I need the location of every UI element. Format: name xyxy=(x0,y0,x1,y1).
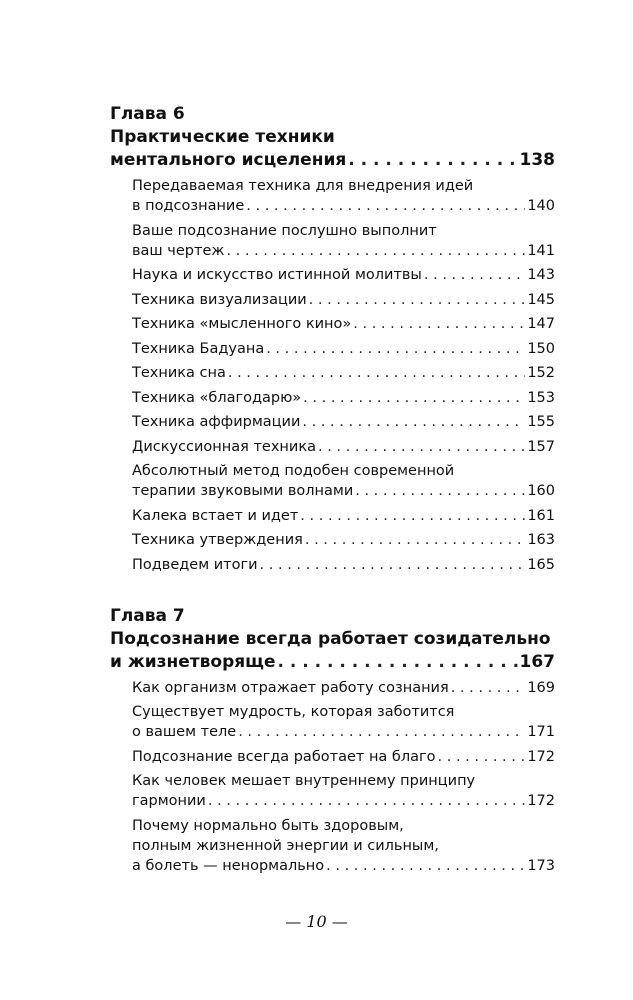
dot-leader xyxy=(348,149,517,172)
page-ref: 147 xyxy=(527,316,555,332)
page-ref: 138 xyxy=(519,150,555,170)
entry-line xyxy=(132,481,555,501)
page-ref: 153 xyxy=(527,389,555,406)
entry-line xyxy=(132,363,555,383)
chapter-section xyxy=(110,103,555,575)
toc-entry[interactable] xyxy=(132,747,555,767)
entry-line xyxy=(132,506,555,526)
dot-leader xyxy=(353,314,525,334)
dot-leader xyxy=(246,196,525,216)
dot-leader xyxy=(326,856,525,876)
entry-text: ваш чертеж xyxy=(132,242,225,259)
chapter-title-line xyxy=(110,126,555,149)
toc-entry[interactable] xyxy=(132,555,555,575)
dot-leader xyxy=(278,651,518,674)
entry-line xyxy=(132,412,555,432)
page-ref: 169 xyxy=(527,679,555,696)
entry-line xyxy=(132,388,555,408)
entry-text: Подсознание всегда работает на благо xyxy=(132,748,436,765)
toc-entry[interactable] xyxy=(132,363,555,383)
toc-entry[interactable] xyxy=(132,437,555,457)
toc-entry[interactable] xyxy=(132,771,555,811)
entry-text: Техника визуализации xyxy=(132,291,307,308)
toc-entry[interactable] xyxy=(132,506,555,526)
dot-leader xyxy=(260,555,526,575)
entry-text: Абсолютный метод подобен современной xyxy=(132,463,455,479)
entry-line xyxy=(132,771,555,791)
toc-entry[interactable] xyxy=(132,702,555,742)
entry-text: Ваше подсознание послушно выполнит xyxy=(132,222,437,239)
dot-leader xyxy=(438,747,526,767)
entry-line xyxy=(132,437,555,457)
entry-line xyxy=(132,241,555,261)
entry-text: а болеть — ненормально xyxy=(132,857,325,874)
entry-text: Подведем итоги xyxy=(132,556,258,573)
page-ref: 145 xyxy=(527,291,555,308)
toc-entry[interactable] xyxy=(132,461,555,501)
dot-leader xyxy=(355,481,525,501)
entry-text: Техника сна xyxy=(132,365,226,381)
entry-text: Техника Бадуана xyxy=(132,340,265,357)
chapter-heading[interactable] xyxy=(110,103,555,172)
toc-entry[interactable] xyxy=(132,412,555,432)
dot-leader xyxy=(300,506,525,526)
entry-text: Дискуссионная техника xyxy=(132,438,316,455)
entry-text: Почему нормально быть здоровым, xyxy=(132,817,404,834)
entry-line xyxy=(132,678,555,698)
page-ref: 171 xyxy=(527,724,555,740)
entry-line xyxy=(132,290,555,310)
entry-text: Передаваемая техника для внедрения идей xyxy=(132,178,474,194)
entry-line xyxy=(132,836,555,856)
entry-line xyxy=(132,722,555,742)
dot-leader xyxy=(228,363,525,383)
chapter-title-text: Практические техники xyxy=(110,127,335,147)
page-ref: 161 xyxy=(527,507,555,524)
entry-text: Как человек мешает внутреннему принципу xyxy=(132,773,476,789)
chapter-section xyxy=(110,605,555,876)
dot-leader xyxy=(226,241,525,261)
dot-leader xyxy=(238,722,525,742)
page-ref: 172 xyxy=(527,793,555,809)
entry-list xyxy=(132,678,555,876)
page-ref: 140 xyxy=(527,198,555,214)
toc-entry[interactable] xyxy=(132,265,555,285)
table-of-contents xyxy=(110,103,555,880)
toc-entry[interactable] xyxy=(132,816,555,876)
entry-line xyxy=(132,816,555,836)
dot-leader xyxy=(424,265,525,285)
entry-line xyxy=(132,791,555,811)
dot-leader xyxy=(266,339,525,359)
toc-entry[interactable] xyxy=(132,176,555,216)
toc-entry[interactable] xyxy=(132,290,555,310)
toc-entry[interactable] xyxy=(132,339,555,359)
dot-leader xyxy=(302,412,525,432)
entry-line xyxy=(132,176,555,196)
chapter-title-line xyxy=(110,149,555,172)
entry-text: о вашем теле xyxy=(132,724,237,740)
entry-line xyxy=(132,265,555,285)
chapter-label: Глава 7 xyxy=(110,605,185,626)
chapter-title-line xyxy=(110,628,555,651)
entry-text: Техника аффирмации xyxy=(132,414,301,430)
entry-line xyxy=(132,461,555,481)
entry-text: Как организм отражает работу сознания xyxy=(132,679,449,696)
page-ref: 141 xyxy=(527,242,555,259)
chapter-title-text: Подсознание всегда работает созидательно xyxy=(110,628,551,649)
page-ref: 143 xyxy=(527,267,555,283)
entry-text: в подсознание xyxy=(132,198,245,214)
entry-line xyxy=(132,747,555,767)
dot-leader xyxy=(318,437,525,457)
page-ref: 172 xyxy=(527,748,555,765)
chapter-label: Глава 6 xyxy=(110,104,185,124)
page-ref: 152 xyxy=(527,365,555,381)
entry-text: Техника «мысленного кино» xyxy=(132,316,352,332)
page-number: — 10 — xyxy=(285,912,348,931)
entry-text: Наука и искусство истинной молитвы xyxy=(132,267,422,283)
entry-line xyxy=(132,530,555,550)
page-ref: 165 xyxy=(527,556,555,573)
chapter-title-text: и жизнетворяще xyxy=(110,651,276,672)
page-ref: 160 xyxy=(527,483,555,499)
chapter-title-text: ментального исцеления xyxy=(110,150,347,170)
entry-line xyxy=(132,702,555,722)
entry-text: гармонии xyxy=(132,793,206,809)
dot-leader xyxy=(208,791,525,811)
page-ref: 157 xyxy=(527,438,555,455)
toc-entry[interactable] xyxy=(132,314,555,334)
entry-text: Калека встает и идет xyxy=(132,507,299,524)
toc-entry[interactable] xyxy=(132,530,555,550)
entry-text: терапии звуковыми волнами xyxy=(132,483,354,499)
page-ref: 163 xyxy=(527,532,555,548)
entry-text: Существует мудрость, которая заботится xyxy=(132,704,455,720)
entry-line xyxy=(132,339,555,359)
entry-line xyxy=(132,196,555,216)
chapter-title-line xyxy=(110,651,555,674)
entry-line xyxy=(132,221,555,241)
entry-line xyxy=(132,314,555,334)
dot-leader xyxy=(303,388,525,408)
chapter-heading[interactable] xyxy=(110,605,555,674)
entry-line xyxy=(132,555,555,575)
dot-leader xyxy=(451,678,526,698)
toc-entry[interactable] xyxy=(132,221,555,261)
page-ref: 167 xyxy=(519,651,555,672)
page-ref: 173 xyxy=(527,857,555,874)
entry-text: Техника утверждения xyxy=(132,532,303,548)
dot-leader xyxy=(305,530,525,550)
entry-text: Техника «благодарю» xyxy=(132,389,302,406)
entry-text: полным жизненной энергии и сильным, xyxy=(132,837,439,854)
page-ref: 155 xyxy=(527,414,555,430)
dot-leader xyxy=(309,290,526,310)
entry-line xyxy=(132,856,555,876)
page-ref: 150 xyxy=(527,340,555,357)
entry-list xyxy=(132,176,555,575)
toc-entry[interactable] xyxy=(132,678,555,698)
toc-entry[interactable] xyxy=(132,388,555,408)
